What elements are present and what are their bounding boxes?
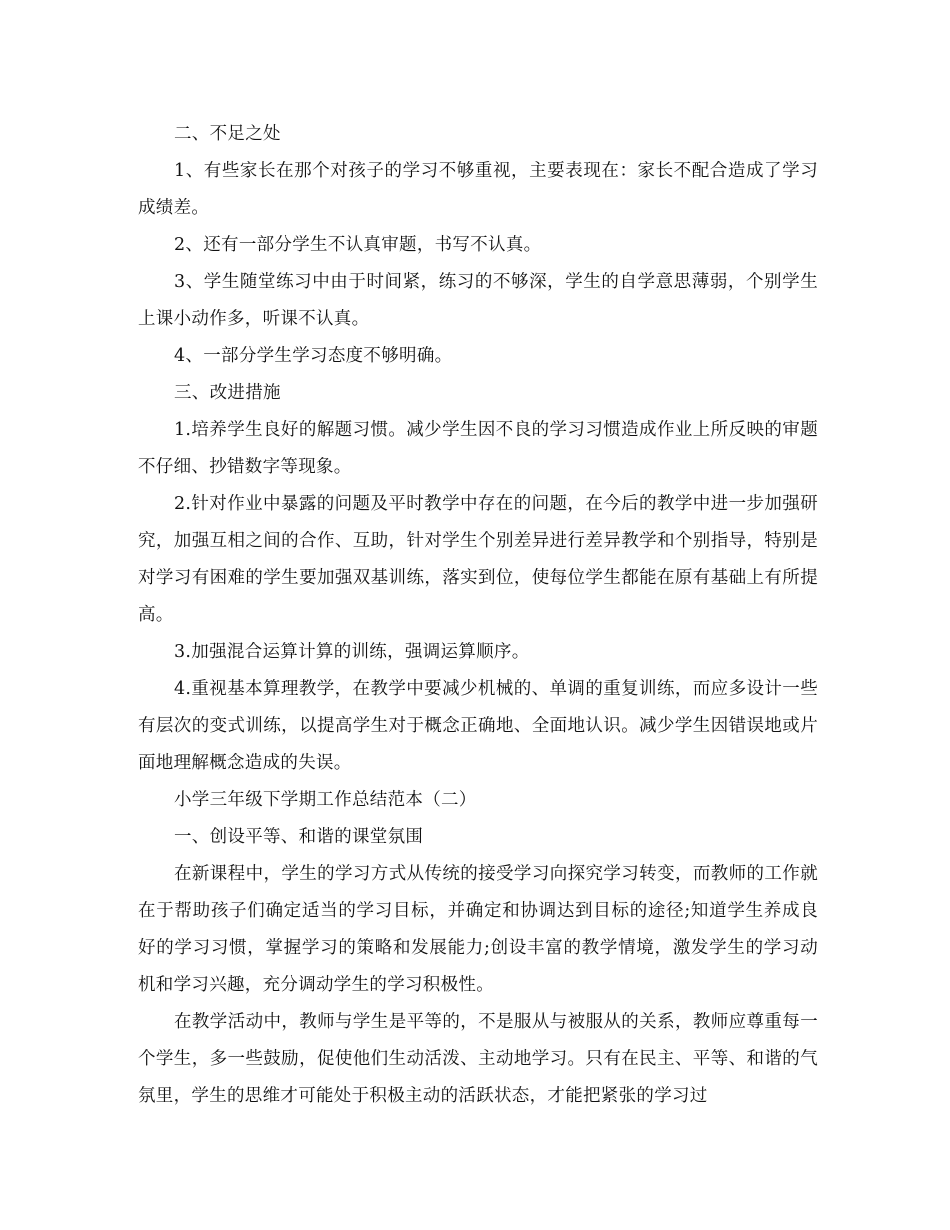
improvement-item-1: 1.培养学生良好的解题习惯。减少学生因不良的学习习惯造成作业上所反映的审题不仔细、抄错数字等现象。 — [138, 420, 818, 477]
document-subtitle: 小学三年级下学期工作总结范本（二） — [174, 790, 477, 810]
section-heading-classroom: 一、创设平等、和谐的课堂氛围 — [174, 827, 424, 847]
shortcoming-item-2: 2、还有一部分学生不认真审题，书写不认真。 — [174, 235, 542, 255]
section-heading-shortcomings: 二、不足之处 — [174, 124, 281, 144]
improvement-item-2: 2.针对作业中暴露的问题及平时教学中存在的问题，在今后的教学中进一步加强研究，加强互相之间的合作、互助，针对学生个别差异进行差异教学和个别指导，特别是对学习有困难的学生要加强双基训练，落实到位，使每位学生都能在原有基础上有所提高。 — [138, 494, 818, 625]
improvement-item-3: 3.加强混合运算计算的训练，强调运算顺序。 — [174, 642, 530, 662]
body-paragraph-1: 在新课程中，学生的学习方式从传统的接受学习向探究学习转变，而教师的工作就在于帮助孩子们确定适当的学习目标，并确定和协调达到目标的途径;知道学生养成良好的学习习惯，掌握学习的策略和发展能力;创设丰富的教学情境，激发学生的学习动机和学习兴趣，充分调动学生的学习积极性。 — [138, 864, 818, 995]
shortcoming-item-1: 1、有些家长在那个对孩子的学习不够重视，主要表现在：家长不配合造成了学习成绩差。 — [138, 161, 818, 218]
shortcoming-item-3: 3、学生随堂练习中由于时间紧，练习的不够深，学生的自学意思薄弱，个别学生上课小动作多，听课不认真。 — [138, 272, 818, 329]
body-paragraph-2: 在教学活动中，教师与学生是平等的，不是服从与被服从的关系，教师应尊重每一个学生，多一些鼓励，促使他们生动活泼、主动地学习。只有在民主、平等、和谐的气氛里，学生的思维才可能处于积极主动的活跃状态，才能把紧张的学习过 — [138, 1012, 818, 1106]
document-body — [138, 116, 818, 1115]
section-heading-improvements: 三、改进措施 — [174, 383, 281, 403]
improvement-item-4: 4.重视基本算理教学，在教学中要减少机械的、单调的重复训练，而应多设计一些有层次的变式训练，以提高学生对于概念正确地、全面地认识。减少学生因错误地或片面地理解概念造成的失误。 — [138, 679, 818, 773]
shortcoming-item-4: 4、一部分学生学习态度不够明确。 — [174, 346, 453, 366]
